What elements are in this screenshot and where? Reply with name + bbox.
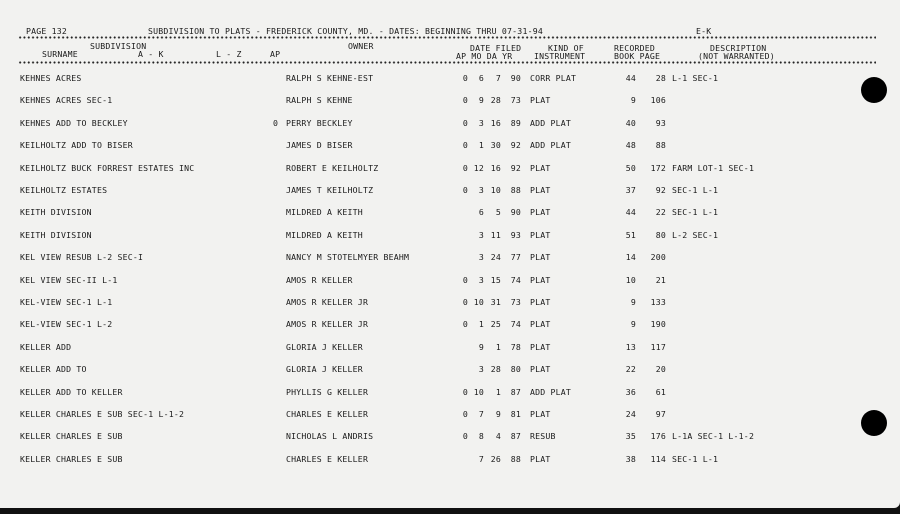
owner-name: JAMES D BISER	[286, 140, 353, 151]
book-number: 24	[625, 409, 636, 419]
date-day: 24	[490, 252, 501, 263]
subdivision-name: KELLER ADD	[20, 341, 72, 352]
table-row	[0, 454, 900, 466]
date-year: 74	[510, 319, 521, 330]
date-month: 3	[478, 252, 484, 263]
date-year: 87	[510, 386, 521, 397]
book-number: 44	[625, 207, 636, 218]
instrument-kind: PLAT	[530, 364, 551, 375]
owner-name: AMOS R KELLER JR	[286, 297, 369, 307]
date-month: 6	[478, 207, 484, 218]
subdivision-name: KEL VIEW SEC-II L-1	[20, 274, 118, 285]
page-number: 176	[650, 431, 666, 442]
date-month: 3	[478, 185, 484, 195]
book-number: 38	[625, 453, 636, 464]
date-day: 28	[490, 95, 501, 106]
book-number: 35	[625, 431, 636, 442]
ap-code: 0	[462, 297, 468, 307]
date-year: 88	[510, 453, 521, 464]
col-l-z: L - Z	[216, 49, 242, 59]
instrument-kind: PLAT	[530, 162, 551, 173]
subdivision-name: KELLER CHARLES E SUB	[20, 453, 123, 464]
description-text: FARM LOT-1 SEC-1	[672, 162, 755, 173]
page-number: 88	[655, 140, 666, 151]
subdivision-name: KELLER ADD TO	[20, 364, 87, 375]
book-number: 9	[630, 297, 636, 307]
ap-code: 0	[462, 162, 468, 173]
instrument-kind: PLAT	[530, 453, 551, 464]
asterisk-rule-bottom	[18, 61, 876, 64]
book-number: 9	[630, 95, 636, 106]
date-month: 1	[478, 319, 484, 330]
table-row	[0, 118, 900, 130]
book-number: 22	[625, 364, 636, 375]
instrument-kind: PLAT	[530, 409, 551, 419]
page-title: SUBDIVISION TO PLATS - FREDERICK COUNTY, MD. - DATES: BEGINNING THRU 07-31-94	[148, 26, 543, 36]
book-number: 13	[625, 341, 636, 352]
date-day: 9	[495, 409, 501, 419]
book-number: 50	[625, 162, 636, 173]
owner-name: MILDRED A KEITH	[286, 207, 363, 218]
date-year: 78	[510, 341, 521, 352]
page-number: 20	[655, 364, 666, 375]
owner-name: RALPH S KEHNE	[286, 95, 353, 106]
instrument-kind: CORR PLAT	[530, 73, 577, 83]
date-day: 5	[495, 207, 501, 218]
table-row	[0, 409, 900, 421]
subdivision-name: KEL VIEW RESUB L-2 SEC-I	[20, 252, 144, 263]
table-row	[0, 73, 900, 85]
date-month: 3	[478, 117, 484, 128]
page-number: 114	[650, 453, 666, 464]
col-ap-mo-da-yr: AP MO DA YR	[456, 51, 513, 61]
page-number: 92	[655, 185, 666, 195]
ap-code: 0	[462, 409, 468, 419]
table-row	[0, 387, 900, 399]
book-number: 40	[625, 117, 636, 128]
table-row	[0, 95, 900, 107]
ap-code: 0	[462, 95, 468, 106]
instrument-kind: RESUB	[530, 431, 556, 442]
owner-name: AMOS R KELLER JR	[286, 319, 369, 330]
date-month: 1	[478, 140, 484, 151]
instrument-kind: PLAT	[530, 341, 551, 352]
col-a-k: A - K	[138, 49, 164, 59]
date-month: 7	[478, 453, 484, 464]
page-number: 190	[650, 319, 666, 330]
table-row	[0, 342, 900, 354]
owner-name: MILDRED A KEITH	[286, 229, 363, 240]
date-year: 87	[510, 431, 521, 442]
instrument-kind: PLAT	[530, 207, 551, 218]
owner-name: NICHOLAS L ANDRIS	[286, 431, 374, 442]
owner-name: JAMES T KEILHOLTZ	[286, 185, 374, 195]
date-year: 92	[510, 162, 521, 173]
subdivision-name: KEILHOLTZ BUCK FORREST ESTATES INC	[20, 162, 195, 173]
book-number: 10	[625, 274, 636, 285]
book-number: 9	[630, 319, 636, 330]
date-month: 9	[478, 341, 484, 352]
book-number: 51	[625, 229, 636, 240]
instrument-kind: PLAT	[530, 185, 551, 195]
date-year: 90	[510, 73, 521, 83]
subdivision-name: KELLER ADD TO KELLER	[20, 386, 123, 397]
subdivision-name: KEILHOLTZ ADD TO BISER	[20, 140, 133, 151]
subdivision-name: KELLER CHARLES E SUB SEC-1 L-1-2	[20, 409, 185, 419]
date-day: 1	[495, 341, 501, 352]
subdivision-name: KEITH DIVISION	[20, 207, 92, 218]
page-number: 28	[655, 73, 666, 83]
description-text: SEC-1 L-1	[672, 185, 719, 195]
owner-name: CHARLES E KELLER	[286, 409, 369, 419]
date-day: 4	[495, 431, 501, 442]
date-month: 3	[478, 274, 484, 285]
date-year: 92	[510, 140, 521, 151]
subdivision-name: KEILHOLTZ ESTATES	[20, 185, 108, 195]
date-month: 8	[478, 431, 484, 442]
date-month: 6	[478, 73, 484, 83]
date-day: 10	[490, 185, 501, 195]
owner-name: GLORIA J KELLER	[286, 341, 363, 352]
col-subdivision: SUBDIVISION	[90, 41, 147, 51]
date-year: 93	[510, 229, 521, 240]
date-year: 88	[510, 185, 521, 195]
col-ap-left: AP	[270, 49, 281, 59]
page-number: 93	[655, 117, 666, 128]
table-row	[0, 140, 900, 152]
ap-code: 0	[462, 431, 468, 442]
col-not-warranted: (NOT WARRANTED)	[698, 51, 775, 61]
date-year: 90	[510, 207, 521, 218]
table-row	[0, 185, 900, 197]
ap-code: 0	[462, 185, 468, 195]
table-row	[0, 252, 900, 264]
table-row	[0, 297, 900, 309]
instrument-kind: PLAT	[530, 252, 551, 263]
date-month: 10	[473, 386, 484, 397]
book-number: 14	[625, 252, 636, 263]
col-book-page: BOOK PAGE	[614, 51, 661, 61]
owner-name: GLORIA J KELLER	[286, 364, 363, 375]
date-day: 26	[490, 453, 501, 464]
ap-code: 0	[462, 319, 468, 330]
ap-code: 0	[462, 140, 468, 151]
subdivision-name: KEL-VIEW SEC-1 L-2	[20, 319, 113, 330]
instrument-kind: ADD PLAT	[530, 386, 572, 397]
date-day: 16	[490, 117, 501, 128]
owner-name: AMOS R KELLER	[286, 274, 353, 285]
instrument-kind: PLAT	[530, 95, 551, 106]
page-number: 172	[650, 162, 666, 173]
subdivision-name: KEITH DIVISION	[20, 229, 92, 240]
ap-left: 0	[273, 117, 279, 128]
description-text: L-1 SEC-1	[672, 73, 719, 83]
instrument-kind: PLAT	[530, 319, 551, 330]
page-number: 117	[650, 341, 666, 352]
date-day: 28	[490, 364, 501, 375]
date-day: 16	[490, 162, 501, 173]
date-month: 9	[478, 95, 484, 106]
date-month: 10	[473, 297, 484, 307]
col-kind-of: KIND OF	[548, 43, 584, 53]
owner-name: RALPH S KEHNE-EST	[286, 73, 374, 83]
instrument-kind: PLAT	[530, 297, 551, 307]
description-text: L-1A SEC-1 L-1-2	[672, 431, 755, 442]
subdivision-name: KEHNES ACRES	[20, 73, 82, 83]
date-month: 3	[478, 364, 484, 375]
date-year: 81	[510, 409, 521, 419]
date-day: 31	[490, 297, 501, 307]
page-number: 80	[655, 229, 666, 240]
owner-name: CHARLES E KELLER	[286, 453, 369, 464]
date-month: 12	[473, 162, 484, 173]
date-day: 7	[495, 73, 501, 83]
owner-name: PERRY BECKLEY	[286, 117, 353, 128]
date-year: 77	[510, 252, 521, 263]
date-year: 74	[510, 274, 521, 285]
col-owner: OWNER	[348, 41, 374, 51]
ap-code: 0	[462, 73, 468, 83]
col-surname: SURNAME	[42, 49, 78, 59]
page-number: 61	[655, 386, 666, 397]
description-text: SEC-1 L-1	[672, 453, 719, 464]
owner-name: PHYLLIS G KELLER	[286, 386, 369, 397]
col-recorded: RECORDED	[614, 43, 656, 53]
date-month: 3	[478, 229, 484, 240]
description-text: SEC-1 L-1	[672, 207, 719, 218]
date-day: 25	[490, 319, 501, 330]
date-year: 73	[510, 297, 521, 307]
instrument-kind: PLAT	[530, 274, 551, 285]
ap-code: 0	[462, 117, 468, 128]
date-year: 89	[510, 117, 521, 128]
col-description: DESCRIPTION	[710, 43, 767, 53]
table-row	[0, 230, 900, 242]
book-number: 48	[625, 140, 636, 151]
owner-name: ROBERT E KEILHOLTZ	[286, 162, 379, 173]
date-day: 15	[490, 274, 501, 285]
subdivision-name: KELLER CHARLES E SUB	[20, 431, 123, 442]
table-row	[0, 319, 900, 331]
index-code: E-K	[696, 26, 712, 36]
page-number: 21	[655, 274, 666, 285]
subdivision-name: KEHNES ACRES SEC-1	[20, 95, 113, 106]
book-number: 36	[625, 386, 636, 397]
col-instrument: INSTRUMENT	[534, 51, 586, 61]
date-year: 80	[510, 364, 521, 375]
book-number: 37	[625, 185, 636, 195]
table-row	[0, 431, 900, 443]
table-row	[0, 364, 900, 376]
instrument-kind: ADD PLAT	[530, 140, 572, 151]
table-row	[0, 163, 900, 175]
date-year: 73	[510, 95, 521, 106]
ap-code: 0	[462, 386, 468, 397]
subdivision-name: KEHNES ADD TO BECKLEY	[20, 117, 128, 128]
page-number: 97	[655, 409, 666, 419]
page-number: 22	[655, 207, 666, 218]
instrument-kind: PLAT	[530, 229, 551, 240]
page-number: 133	[650, 297, 666, 307]
binder-hole-bottom	[861, 410, 887, 436]
col-date-filed: DATE FILED	[470, 43, 522, 53]
description-text: L-2 SEC-1	[672, 229, 719, 240]
page-number: 200	[650, 252, 666, 263]
owner-name: NANCY M STOTELMYER BEAHM	[286, 252, 410, 263]
date-day: 11	[490, 229, 501, 240]
page-number: PAGE 132	[26, 26, 68, 36]
book-number: 44	[625, 73, 636, 83]
binder-hole-top	[861, 77, 887, 103]
table-row	[0, 275, 900, 287]
instrument-kind: ADD PLAT	[530, 117, 572, 128]
date-day: 30	[490, 140, 501, 151]
asterisk-rule-top	[18, 36, 876, 39]
subdivision-name: KEL-VIEW SEC-1 L-1	[20, 297, 113, 307]
date-month: 7	[478, 409, 484, 419]
date-day: 1	[495, 386, 501, 397]
page-number: 106	[650, 95, 666, 106]
table-row	[0, 207, 900, 219]
ap-code: 0	[462, 274, 468, 285]
